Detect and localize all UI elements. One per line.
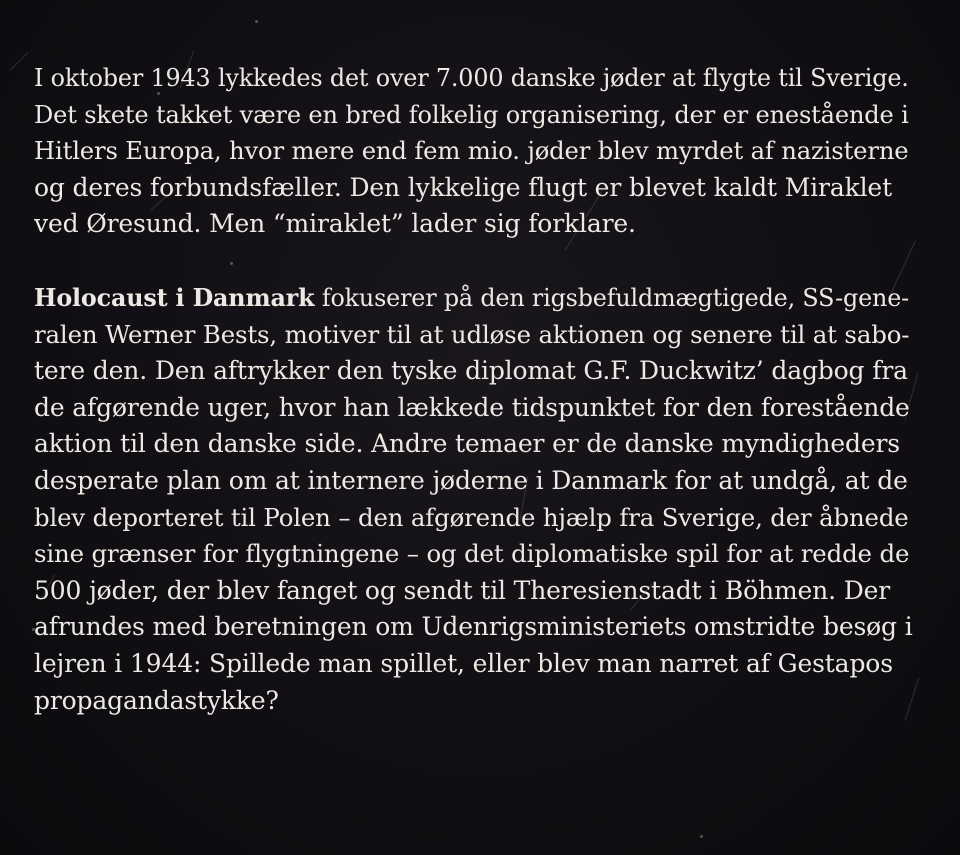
text-line: ralen Werner Bests, motiver til at udløse aktionen og senere til at sabo- bbox=[34, 319, 910, 349]
text-line bbox=[34, 280, 914, 317]
text-line: propagandastykke? bbox=[34, 685, 279, 715]
text-line-rest: fokuserer på den rigsbefuldmægtigede, SS-gene- bbox=[314, 283, 910, 312]
text-line: Det skete takket være en bred folkelig organisering, der er enestående i bbox=[34, 100, 909, 129]
text-line: tere den. Den aftrykker den tyske diplomat G.F. Duckwitz’ dagbog fra bbox=[34, 356, 908, 386]
text-line: de afgørende uger, hvor han lækkede tidspunktet for den forestående bbox=[34, 392, 910, 422]
cover-speck bbox=[700, 835, 703, 838]
blurb-text bbox=[34, 60, 914, 719]
paragraph-spacer bbox=[34, 243, 914, 280]
text-line: afrundes med beretningen om Udenrigsministeriets omstridte besøg i bbox=[34, 612, 913, 642]
paragraph-intro bbox=[34, 60, 914, 243]
text-line: sine grænser for flygtningene – og det diplomatiske spil for at redde de bbox=[34, 539, 910, 569]
text-line: lejren i 1944: Spillede man spillet, eller blev man narret af Gestapos bbox=[34, 648, 893, 678]
text-line: aktion til den danske side. Andre temaer er de danske myndigheders bbox=[34, 429, 900, 459]
text-line: Hitlers Europa, hvor mere end fem mio. jøder blev myrdet af nazisterne bbox=[34, 136, 909, 166]
cover-speck bbox=[255, 20, 258, 23]
text-line: 500 jøder, der blev fanget og sendt til Theresienstadt i Böhmen. Der bbox=[34, 575, 891, 605]
book-title: Holocaust i Danmark bbox=[34, 283, 315, 312]
text-line: desperate plan om at internere jøderne i Danmark for at undgå, at de bbox=[34, 465, 908, 495]
cover-scratch bbox=[10, 52, 28, 70]
paragraph-description bbox=[34, 280, 914, 719]
text-line: og deres forbundsfæller. Den lykkelige flugt er blevet kaldt Miraklet bbox=[34, 172, 892, 202]
text-line: ved Øresund. Men “miraklet” lader sig forklare. bbox=[34, 209, 636, 239]
text-line: I oktober 1943 lykkedes det over 7.000 danske jøder at flygte til Sverige. bbox=[34, 64, 909, 92]
text-line: blev deporteret til Polen – den afgørende hjælp fra Sverige, der åbnede bbox=[34, 502, 909, 532]
